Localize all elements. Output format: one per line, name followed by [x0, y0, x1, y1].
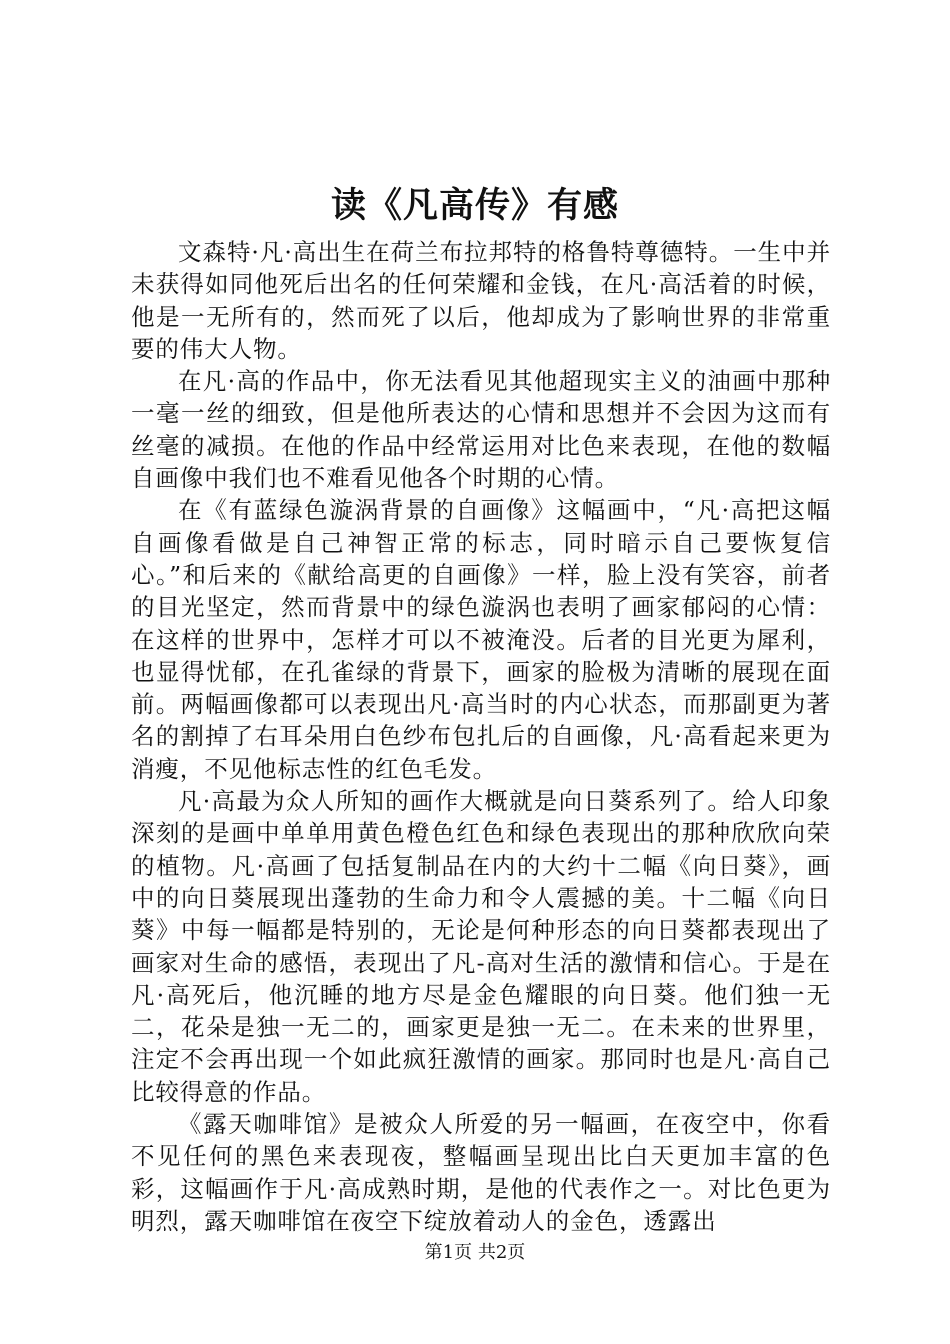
document-body	[131, 236, 831, 1237]
paragraph: 在《有蓝绿色漩涡背景的自画像》这幅画中，“凡·高把这幅自画像看做是自己神智正常的标志，同时暗示自己要恢复信心。”和后来的《献给高更的自画像》一样，脸上没有笑容，前者的目光坚定，然而背景中的绿色漩涡也表明了画家郁闷的心情：在这样的世界中，怎样才可以不被淹没。后者的目光更为犀利，也显得忧郁，在孔雀绿的背景下，画家的脸极为清晰的展现在面前。两幅画像都可以表现出凡·高当时的内心状态，而那副更为著名的割掉了右耳朵用白色纱布包扎后的自画像，凡·高看起来更为消瘦，不见他标志性的红色毛发。	[131, 496, 831, 783]
paragraph: 文森特·凡·高出生在荷兰布拉邦特的格鲁特尊德特。一生中并未获得如同他死后出名的任何荣耀和金钱，在凡·高活着的时候，他是一无所有的，然而死了以后，他却成为了影响世界的非常重要的伟大人物。	[131, 238, 831, 363]
paragraph: 凡·高最为众人所知的画作大概就是向日葵系列了。给人印象深刻的是画中单单用黄色橙色红色和绿色表现出的那种欣欣向荣的植物。凡·高画了包括复制品在内的大约十二幅《向日葵》，画中的向日葵展现出蓬勃的生命力和令人震撼的美。十二幅《向日葵》中每一幅都是特别的，无论是何种形态的向日葵都表现出了画家对生命的感悟，表现出了凡-高对生活的激情和信心。于是在凡·高死后，他沉睡的地方尽是金色耀眼的向日葵。他们独一无二，花朵是独一无二的，画家更是独一无二。在未来的世界里，注定不会再出现一个如此疯狂激情的画家。那同时也是凡·高自己比较得意的作品。	[131, 787, 831, 1106]
paragraph: 《露天咖啡馆》是被众人所爱的另一幅画，在夜空中，你看不见任何的黑色来表现夜，整幅画呈现出比白天更加丰富的色彩，这幅画作于凡·高成熟时期，是他的代表作之一。对比色更为明烈，露天咖啡馆在夜空下绽放着动人的金色，透露出	[131, 1110, 831, 1235]
paragraph: 在凡·高的作品中，你无法看见其他超现实主义的油画中那种一毫一丝的细致，但是他所表达的心情和思想并不会因为这而有丝毫的减损。在他的作品中经常运用对比色来表现，在他的数幅自画像中我们也不难看见他各个时期的心情。	[131, 367, 831, 493]
page-number-footer: 第1页 共2页	[424, 1242, 526, 1263]
document-title: 读《凡高传》有感	[330, 185, 619, 226]
